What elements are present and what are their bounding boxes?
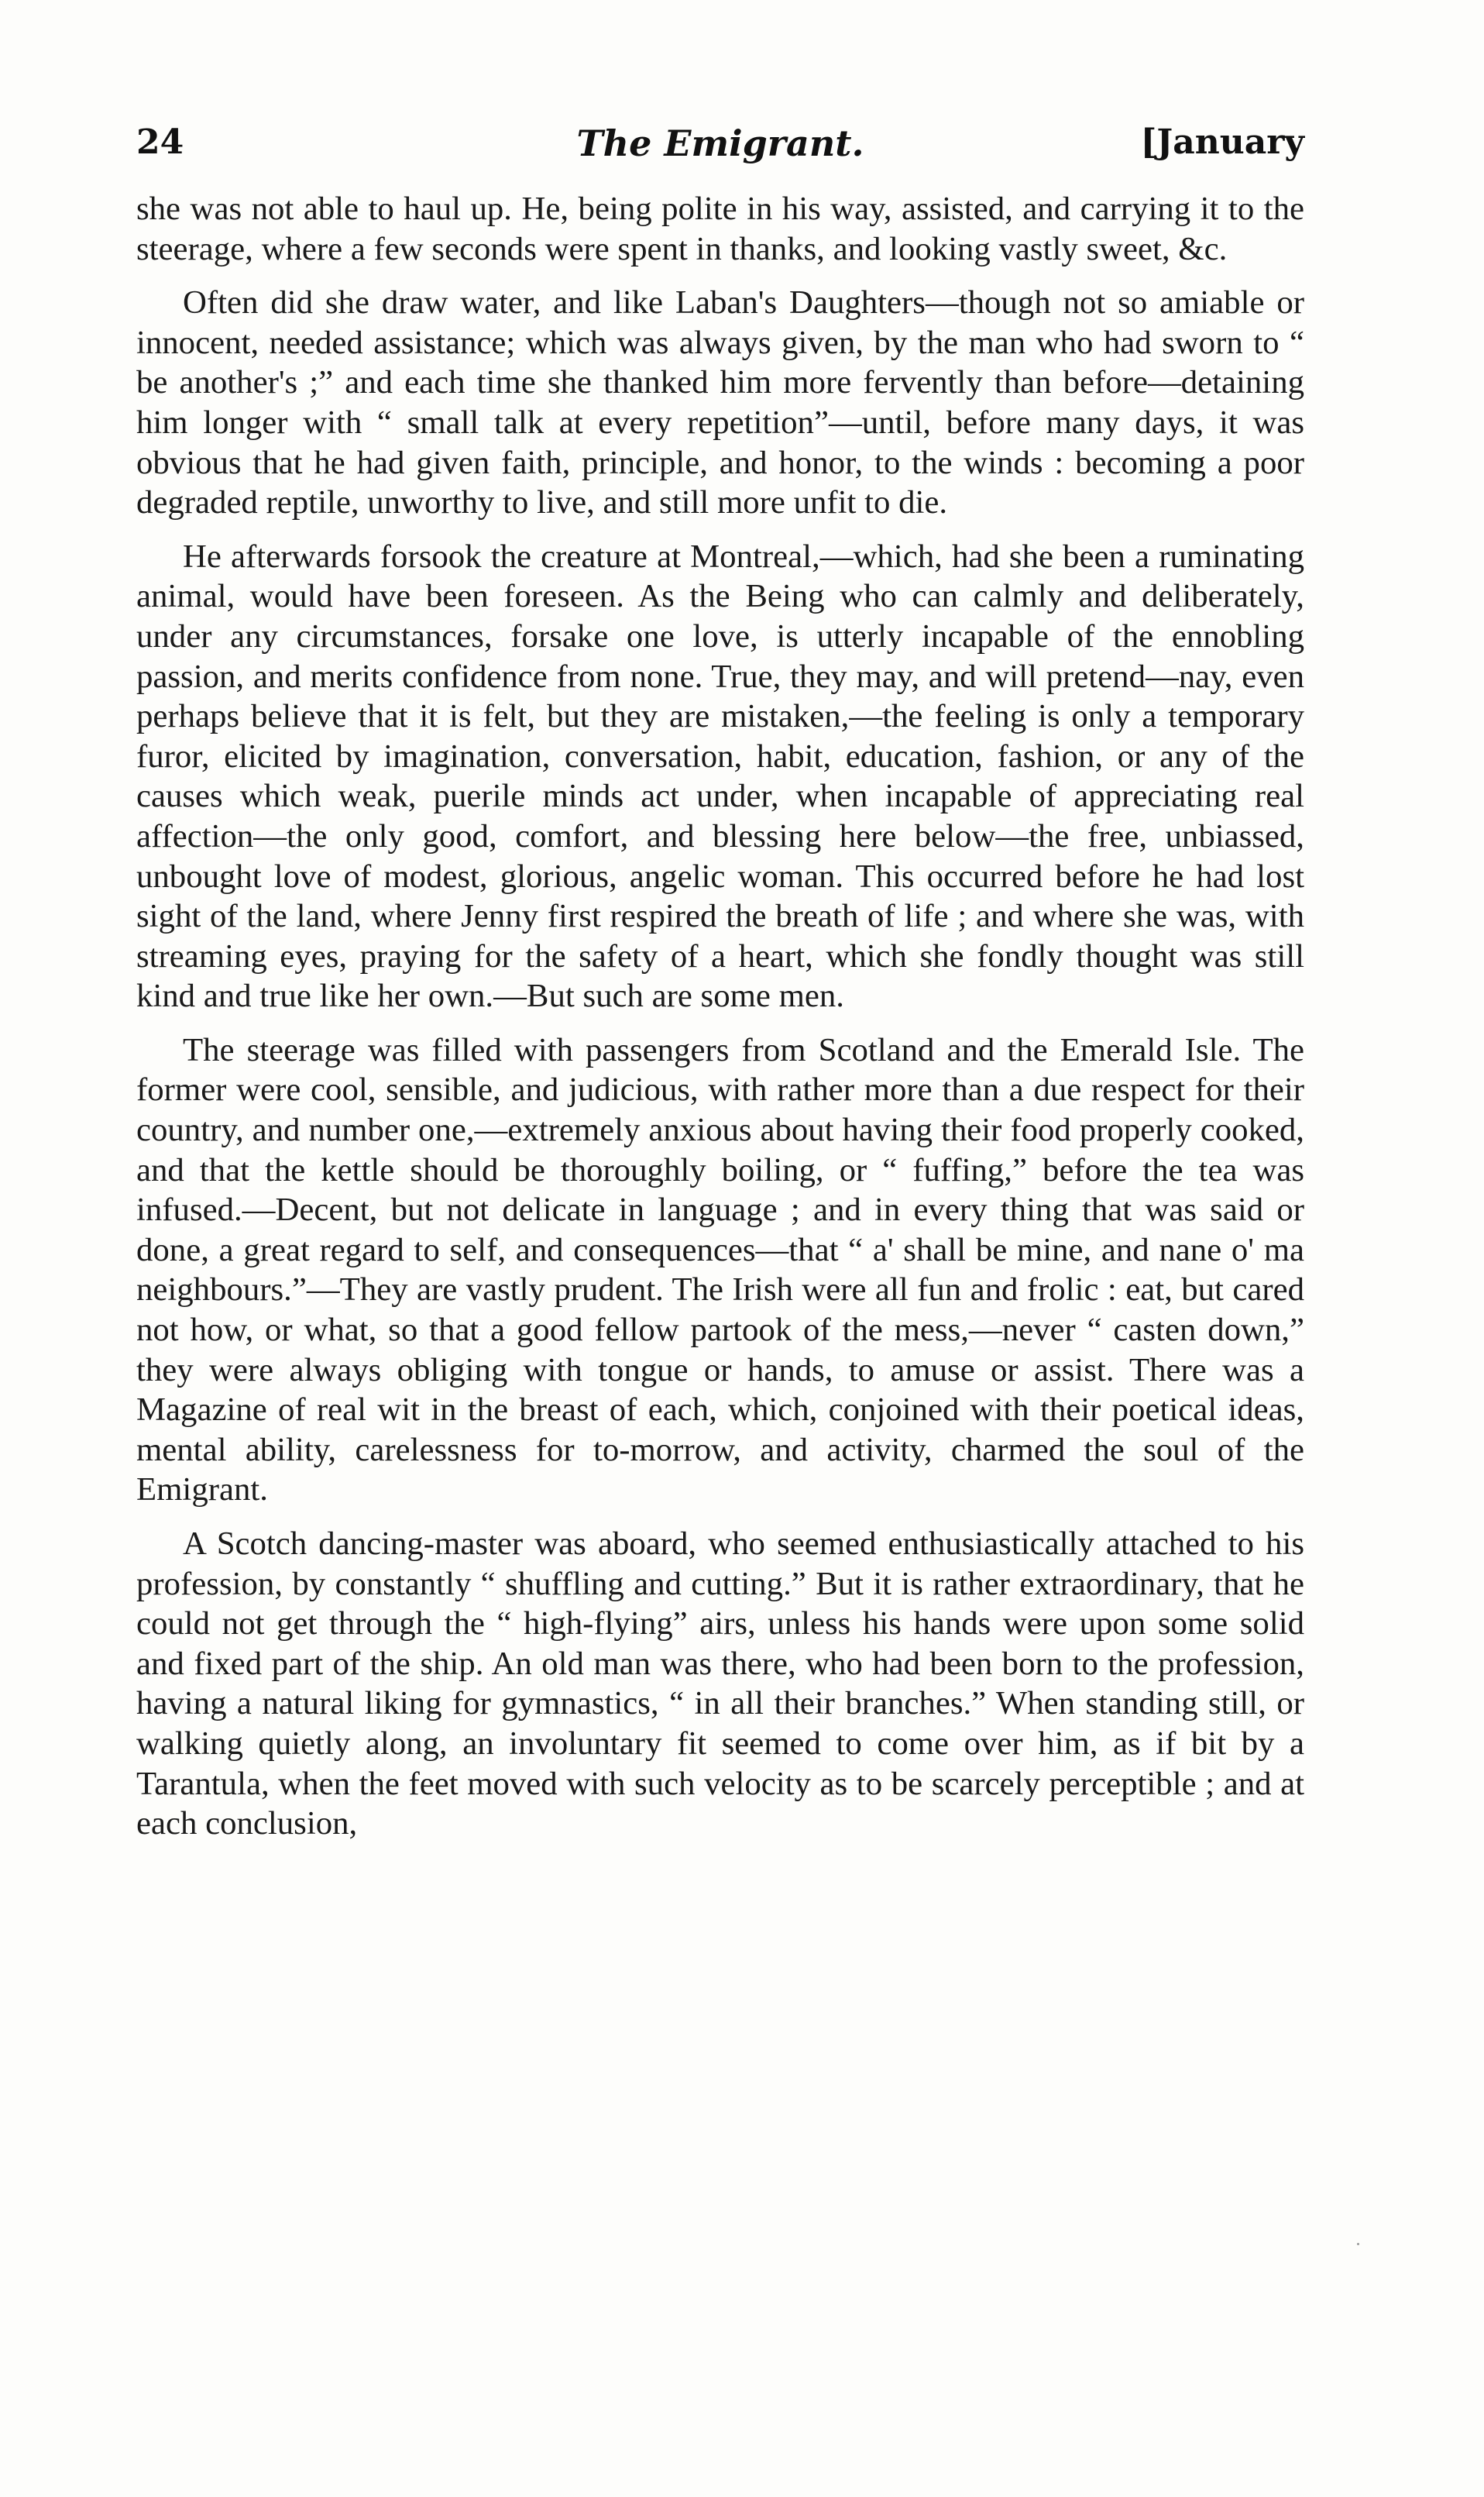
page-number: 24 bbox=[136, 122, 184, 162]
body-text bbox=[136, 189, 1304, 1858]
paragraph-4: The steerage was filled with passengers from Scotland and the Emerald Isle. The former were cool, sensible, and judicious, with rather more than a due respect for their country, and number one,—extremely anxious about having their food properly cooked, and that the kettle should be thoroughly boiling, or “ fuffing,” before the tea was infused.—Decent, but not delicate in language ; and in every thing that was said or done, a great regard to self, and consequences—that “ a' shall be mine, and nane o' ma neighbours.”—They are vastly prudent. The Irish were all fun and frolic : eat, but cared not how, or what, so that a good fellow partook of the mess,—never “ casten down,” they were always obliging with tongue or hands, to amuse or assist. There was a Magazine of real wit in the breast of each, which, conjoined with their poetical ideas, mental ability, carelessness for to-morrow, and activity, charmed the soul of the Emigrant. bbox=[136, 1031, 1304, 1508]
paragraph-2: Often did she draw water, and like Laban's Daughters—though not so amiable or innocent, needed assistance; which was always given, by the man who had sworn to “ be another's ;” and each time she thanked him more fervently than before—detaining him longer with “ small talk at every repetition”—until, before many days, it was obvious that he had given faith, principle, and honor, to the winds : becoming a poor degraded reptile, unworthy to live, and still more unfit to die. bbox=[136, 284, 1304, 521]
paragraph-1: she was not able to haul up. He, being polite in his way, assisted, and carrying it to the steerage, where a few seconds were spent in thanks, and looking vastly sweet, &c. bbox=[136, 191, 1304, 267]
running-title: The Emigrant. bbox=[576, 122, 864, 164]
running-month: [January bbox=[1140, 122, 1304, 162]
paragraph-3: He afterwards forsook the creature at Montreal,—which, had she been a ruminating animal, would have been foreseen. As the Being who can calmly and deliberately, under any circumstances, forsake one love, is utterly incapable of the ennobling passion, and merits confidence from none. True, they may, and will pretend—nay, even perhaps believe that it is felt, but they are mistaken,—the feeling is only a temporary furor, elicited by imagination, conversation, habit, education, fashion, or any of the causes which weak, puerile minds act under, when incapable of appreciating real affection—the only good, comfort, and blessing here below—the free, unbiassed, unbought love of modest, glorious, angelic woman. This occurred before he had lost sight of the land, where Jenny first respired the breath of life ; and where she was, with streaming eyes, praying for the safety of a heart, which she fondly thought was still kind and true like her own.—But such are some men. bbox=[136, 538, 1304, 1015]
paper-speck bbox=[1357, 2243, 1359, 2245]
paragraph-5: A Scotch dancing-master was aboard, who seemed enthusiastically attached to his profession, by constantly “ shuffling and cutting.” But it is rather extraordinary, that he could not get through the “ high-flying” airs, unless his hands were upon some solid and fixed part of the ship. An old man was there, who had been born to the profession, having a natural liking for gymnastics, “ in all their branches.” When standing still, or walking quietly along, an involuntary fit seemed to come over him, as if bit by a Tarantula, when the feet moved with such velocity as to be scarcely perceptible ; and at each conclusion, bbox=[136, 1525, 1304, 1842]
page-header bbox=[136, 122, 1304, 177]
